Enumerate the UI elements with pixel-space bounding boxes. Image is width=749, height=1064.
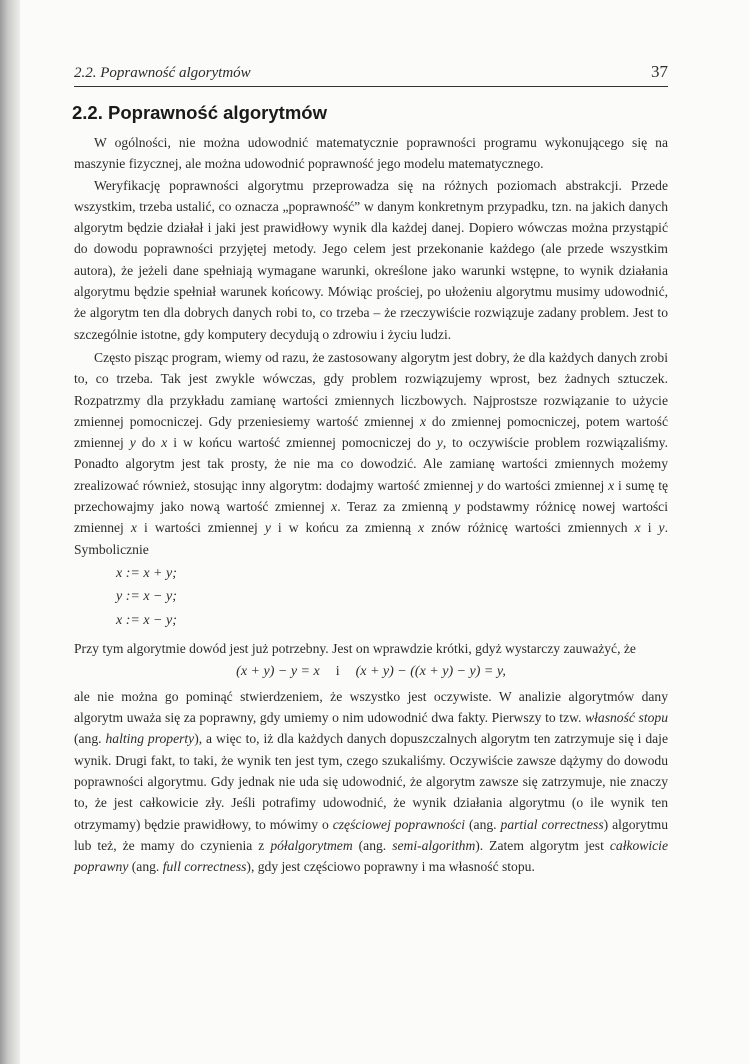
identity-right: (x + y) − ((x + y) − y) = y, (355, 663, 506, 679)
equation-line: x := x + y; (116, 565, 177, 581)
running-title: 2.2. Poprawność algorytmów (74, 65, 251, 81)
paragraph-3: Często pisząc program, wiemy od razu, że zastosowany algorytm jest dobry, że dla każdych danych zrobi to, co trzeba. Tak jest zwykle wówczas, gdy problem rozwiązujemy wprost, bez żadnych sztuczek. Rozpatrzmy dla przykładu zamianę wartości zmiennych liczbowych. Najprostsze rozwiązanie to użycie zmiennej pomocniczej. Gdy przeniesiemy wartość zmiennej x do zmiennej pomocniczej, potem wartość zmiennej y do x i w końcu wartość zmiennej pomocniczej do y, to oczywiście problem rozwiązaliśmy. Ponadto algorytm jest tak prosty, że nie ma co dowodzić. Ale zamianę wartości zmiennych możemy zrealizować również, stosując inny algorytm: dodajmy wartość zmiennej y do wartości zmiennej x i sumę tę przechowajmy jako nową wartość zmiennej x. Teraz za zmienną y podstawmy różnicę nowej wartości zmiennej x i wartości zmiennej y i w końcu za zmienną x znów różnicę wartości zmiennych x i y. Symbolicznie (74, 349, 669, 557)
identity-equation (74, 664, 668, 680)
page-number: 37 (651, 62, 668, 81)
equation-line: y := x − y; (116, 589, 177, 605)
paragraph-2: Weryfikację poprawności algorytmu przeprowadza się na różnych poziomach abstrakcji. Przede wszystkim, trzeba ustalić, co oznacza „poprawność” w danym konkretnym przypadku, tzn. na jakich danych algorytm będzie działał i jaki jest prawidłowy wynik dla każdej danej. Dopiero wówczas można przystąpić do dowodu poprawności przyjętej metody. Jego celem jest przekonanie każdego (ale przede wszystkim autora), że jeżeli dane spełniają wymagane warunki, określone jako warunki wstępne, to wynik działania algorytmu będzie spełniał warunek końcowy. Mówiąc prościej, po ułożeniu algorytmu musimy udowodnić, że algorytm ten dla dobrych danych robi to, co trzeba – że rzeczywiście rozwiązuje zadany problem. Jest to szczególnie istotne, gdy komputery decydują o zdrowiu i życiu ludzi. (74, 177, 668, 342)
section-heading: 2.2. Poprawność algorytmów (72, 102, 327, 123)
book-page (74, 62, 668, 877)
paragraph-4: Przy tym algorytmie dowód jest już potrzebny. Jest on wprawdzie krótki, gdyż wystarczy zauważyć, że (74, 641, 636, 657)
swap-equations (116, 562, 668, 633)
paragraph-5: ale nie można go pominąć stwierdzeniem, że wszystko jest oczywiste. W analizie algorytmów dany algorytm uważa się za poprawny, gdy umiemy o nim udowodnić dwa fakty. Pierwszy to tzw. własność stopu (ang. halting property), a więc to, iż dla każdych danych dopuszczalnych algorytm ten zatrzymuje się i daje wynik. Drugi fakt, to taki, że wynik ten jest tym, czego szukaliśmy. Oczywiście zawsze dążymy do dowodu poprawności algorytmu. Gdy jednak nie uda się udowodnić, że algorytm zawsze się zatrzymuje, nie znaczy to, że jest całkowicie zły. Jeśli potrafimy udowodnić, że wynik działania algorytmu (o ile wynik ten otrzymamy) będzie prawidłowy, to mówimy o częściowej poprawności (ang. partial correctness) algorytmu lub też, że mamy do czynienia z półalgorytmem (ang. semi-algorithm). Zatem algorytm jest całkowicie poprawny (ang. full correctness), gdy jest częściowo poprawny i ma własność stopu. (74, 688, 668, 875)
identity-left: (x + y) − y = x (236, 663, 320, 679)
page-edge-shadow (0, 0, 20, 1064)
running-header (74, 62, 668, 87)
identity-conjunction: i (335, 663, 340, 679)
paragraph-1: W ogólności, nie można udowodnić matematycznie poprawności programu wykonującego się na maszynie fizycznej, ale można udowodnić poprawność jego modelu matematycznego. (74, 135, 668, 172)
equation-line: x := x − y; (116, 612, 177, 628)
